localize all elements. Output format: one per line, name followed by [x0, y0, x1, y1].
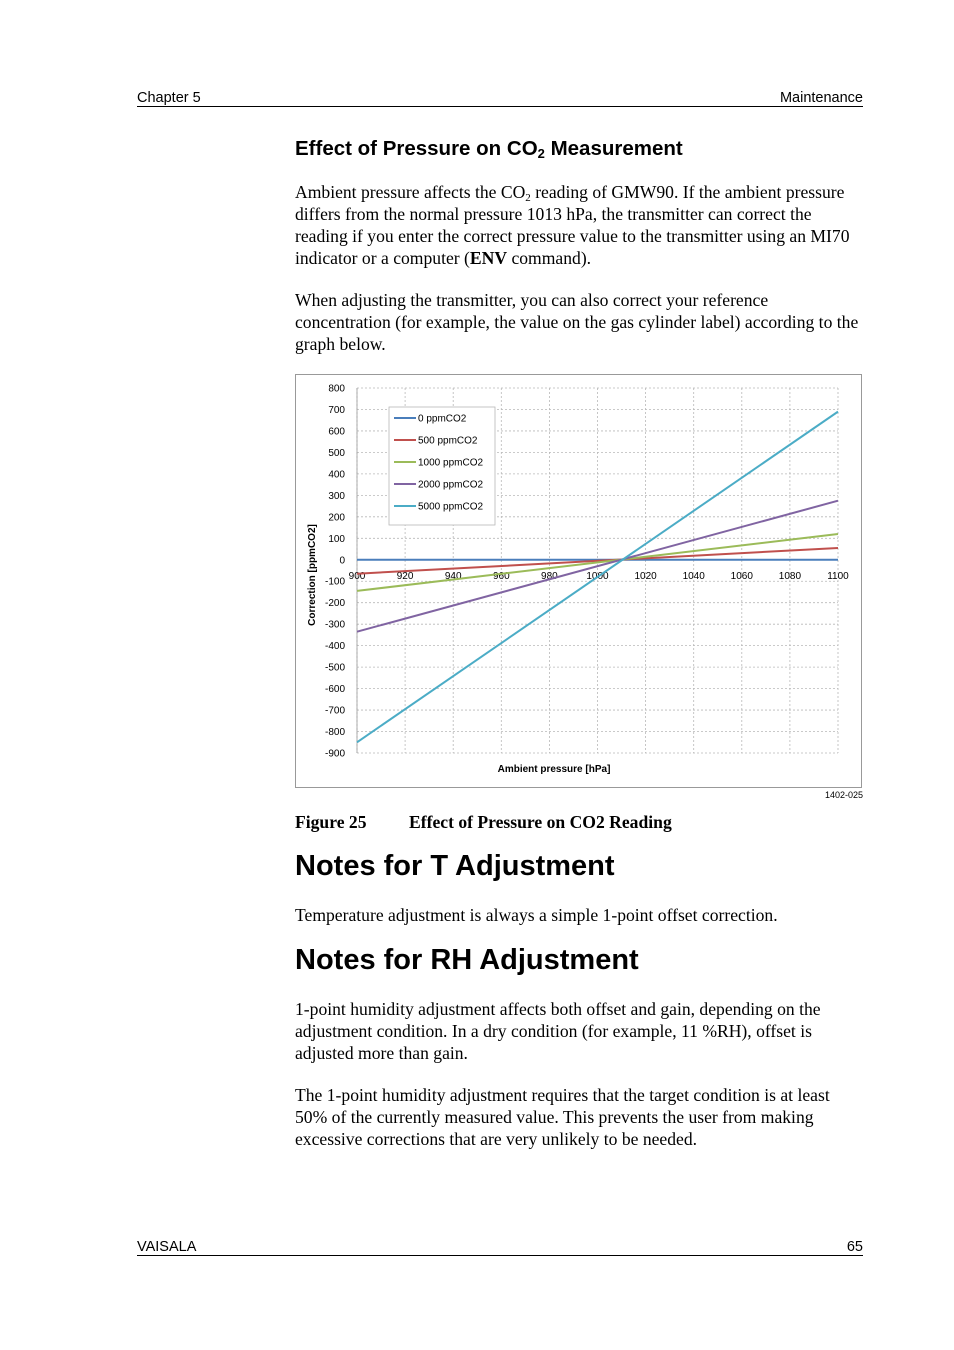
figure-frame: [295, 374, 862, 788]
y-tick-label: -800: [324, 727, 345, 739]
figure-number: Figure 25: [295, 812, 367, 832]
section-heading-prefix: Effect of Pressure on CO: [295, 137, 538, 160]
y-tick-label: 600: [328, 426, 345, 438]
x-axis-label: Ambient pressure [hPa]: [497, 764, 611, 775]
x-tick-label: 900: [348, 570, 366, 582]
y-tick-label: -300: [324, 619, 345, 631]
header-rule: [137, 106, 863, 107]
legend-label: 5000 ppmCO2: [418, 501, 484, 513]
legend-label: 0 ppmCO2: [418, 413, 467, 425]
x-tick-label: 1020: [634, 570, 657, 582]
page-number: 65: [843, 1239, 863, 1255]
chart-legend: [389, 407, 495, 525]
heading-notes-rh: Notes for RH Adjustment: [295, 944, 639, 976]
x-tick-label: 980: [541, 570, 558, 582]
env-command: ENV: [469, 248, 508, 268]
page-header: [137, 90, 863, 110]
para1-subscript: 2: [525, 192, 531, 204]
y-tick-label: 100: [328, 533, 345, 545]
page-footer: [137, 1239, 863, 1259]
x-tick-label: 1040: [682, 570, 705, 582]
header-section: Maintenance: [777, 90, 863, 106]
x-tick-label: 1100: [827, 570, 849, 582]
para1-text-b: reading of GMW90. If the ambient pressure differs from the normal pressure 1013 hPa, the transmitter can correct the reading if you enter the correct pressure value to the transmitter using an MI70 indicator or a computer (: [295, 182, 850, 268]
y-tick-label: -100: [324, 576, 345, 588]
paragraph-pressure-effect: [295, 181, 865, 269]
section-heading-suffix: Measurement: [544, 137, 683, 160]
y-tick-labels: [325, 384, 345, 760]
y-tick-label: 0: [339, 555, 345, 567]
y-tick-label: -700: [324, 705, 345, 717]
paragraph-reference-correction: When adjusting the transmitter, you can also correct your reference concentration (for example, the value on the gas cylinder label) according to the graph below.: [295, 290, 859, 354]
section-heading-subscript: 2: [537, 146, 545, 161]
figure-caption: [295, 812, 672, 833]
paragraph-notes-rh-1: 1-point humidity adjustment affects both offset and gain, depending on the adjustment condition. In a dry condition (for example, 11 %RH), offset is adjusted more than gain.: [295, 999, 821, 1063]
y-tick-label: 800: [328, 383, 345, 395]
paragraph-notes-rh-2: The 1-point humidity adjustment requires that the target condition is at least 50% of the currently measured value. This prevents the user from making excessive corrections that are very unlikely to be needed.: [295, 1085, 830, 1149]
section-heading: [295, 137, 683, 161]
x-tick-label: 1080: [778, 570, 802, 582]
y-tick-label: -500: [324, 662, 345, 674]
y-tick-label: 400: [328, 469, 345, 481]
para1-text-c: command).: [507, 248, 592, 268]
paragraph-notes-t: Temperature adjustment is always a simple 1-point offset correction.: [295, 905, 778, 925]
y-tick-label: -900: [324, 748, 345, 760]
x-tick-label: 960: [492, 570, 510, 582]
x-tick-label: 1060: [730, 570, 753, 582]
figure-id: 1402-025: [824, 790, 863, 800]
y-tick-label: 200: [328, 512, 345, 524]
y-tick-label: -200: [324, 598, 345, 610]
x-tick-label: 920: [396, 570, 414, 582]
header-chapter: Chapter 5: [137, 90, 205, 106]
y-tick-label: 300: [328, 490, 345, 502]
heading-notes-t: Notes for T Adjustment: [295, 850, 615, 882]
y-axis-label: Correction [ppmCO2]: [307, 524, 318, 626]
y-tick-label: -600: [324, 684, 345, 696]
figure-title: Effect of Pressure on CO2 Reading: [409, 812, 672, 832]
series-line: [357, 534, 838, 591]
footer-company: VAISALA: [137, 1239, 197, 1255]
legend-label: 2000 ppmCO2: [418, 479, 484, 491]
pressure-correction-chart: [296, 375, 861, 787]
y-tick-label: -400: [324, 641, 345, 653]
x-tick-label: 940: [444, 570, 462, 582]
legend-label: 1000 ppmCO2: [418, 457, 484, 469]
y-tick-label: 700: [328, 404, 345, 416]
y-tick-label: 500: [328, 447, 345, 459]
x-tick-label: 1000: [586, 570, 609, 582]
para1-text-a: Ambient pressure affects the CO: [295, 182, 526, 202]
footer-rule: [137, 1255, 863, 1256]
legend-label: 500 ppmCO2: [418, 435, 478, 447]
